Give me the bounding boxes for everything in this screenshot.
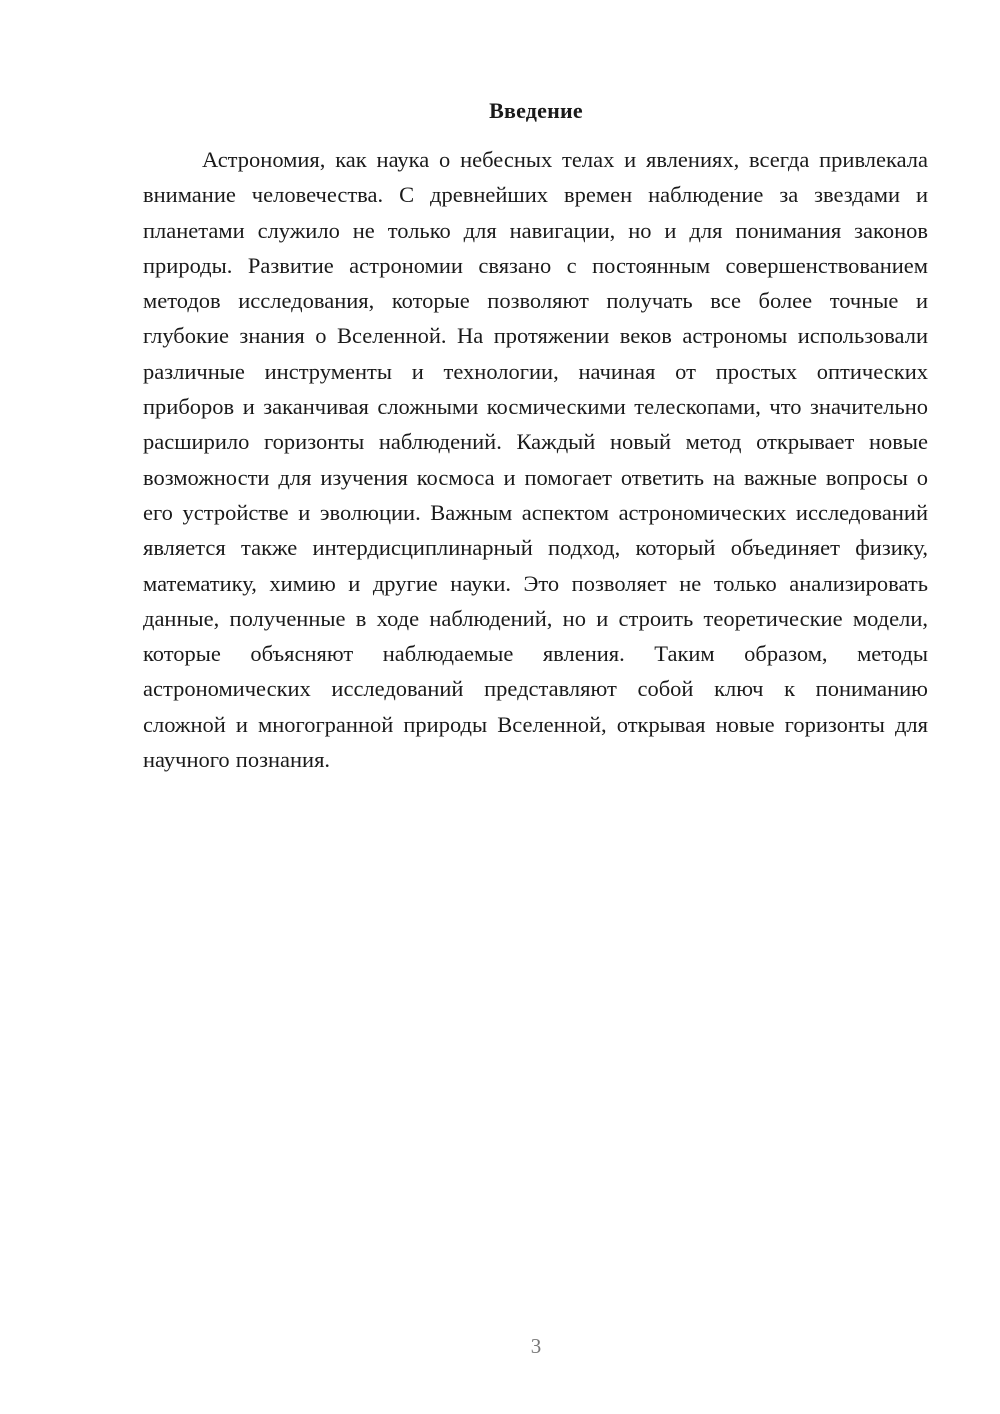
page-number: 3: [530, 1334, 542, 1358]
body-paragraph: Астрономия, как наука о небесных телах и явлениях, всегда привлекала внимание человечества. С древнейших времен наблюдение за звездами и планетами служило не только для навигации, но и для понимания законов природы. Развитие астрономии связано с постоянным совершенствованием методов исследования, которые позволяют получать все более точные и глубокие знания о Вселенной. На протяжении веков астрономы использовали различные инструменты и технологии, начиная от простых оптических приборов и заканчивая сложными космическими телескопами, что значительно расширило горизонты наблюдений. Каждый новый метод открывает новые возможности для изучения космоса и помогает ответить на важные вопросы о его устройстве и эволюции. Важным аспектом астрономических исследований является также интердисциплинарный подход, который объединяет физику, математику, химию и другие науки. Это позволяет не только анализировать данные, полученные в ходе наблюдений, но и строить теоретические модели, которые объясняют наблюдаемые явления. Таким образом, методы астрономических исследований представляют собой ключ к пониманию сложной и многогранной природы Вселенной, открывая новые горизонты для научного познания.: [143, 147, 928, 773]
section-heading: Введение: [489, 98, 583, 123]
